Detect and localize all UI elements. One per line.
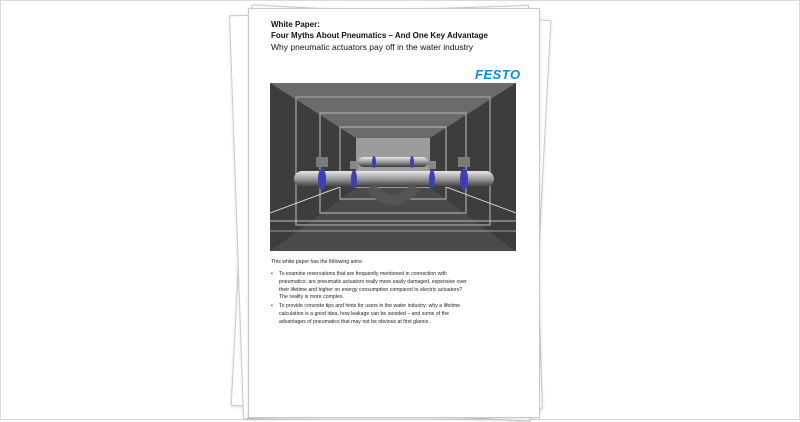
document-subtitle: Why pneumatic actuators pay off in the water industry: [271, 42, 474, 52]
white-paper-cover: [248, 8, 540, 418]
aims-list: [271, 271, 471, 328]
document-label: White Paper:: [271, 20, 320, 29]
aims-intro: This white paper has the following aims:: [271, 259, 363, 265]
festo-logo: FESTO: [475, 67, 521, 82]
pipe-gallery-photo: [270, 83, 516, 251]
document-title: Four Myths About Pneumatics – And One Key Advantage: [271, 31, 488, 40]
list-item: • To examine reservations that are frequently mentioned in connection with pneumatics: are pneumatic actuators really more easily damaged, expensive over their lifetime and higher on energy consumption compared to electric actuators? The reality is more complex.: [271, 271, 471, 302]
list-item: • To provide concrete tips and hints for users in the water industry: why a lifetime calculation is a good idea, how leakage can be avoided – and some of the advantages of pneumatics that may not be obvious at first glance.: [271, 303, 471, 326]
